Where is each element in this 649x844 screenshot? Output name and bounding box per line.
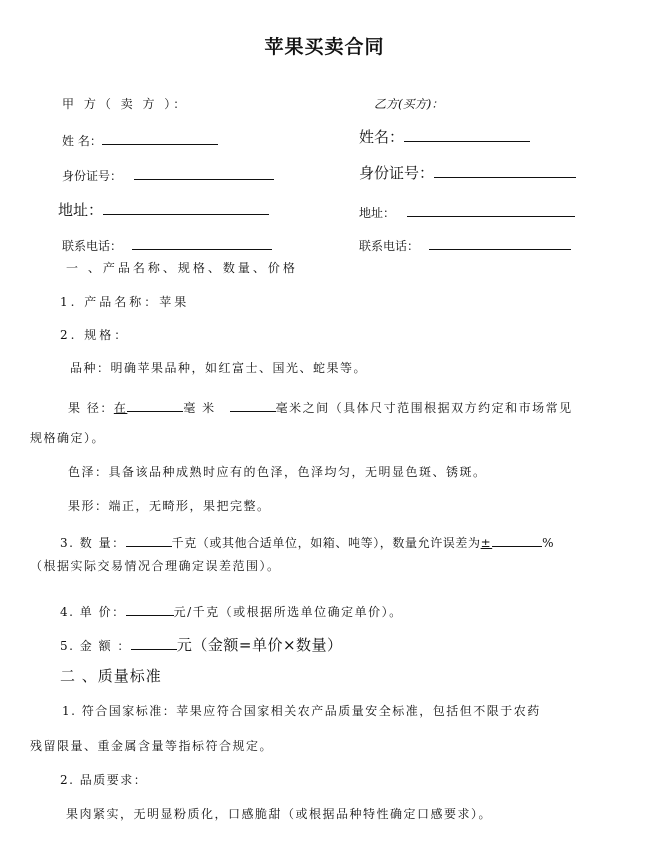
party-b-name-blank[interactable] [404,128,530,142]
diameter-suffix: 毫米之间（具体尺寸范围根据双方约定和市场常见 [275,401,573,415]
quantity-cont: （根据实际交易情况合理确定误差范围）。 [30,559,281,573]
party-a-phone-label: 联系电话： [62,239,123,253]
party-a-name-blank[interactable] [102,131,218,145]
price-prefix: 4. 单 价： [60,605,126,619]
party-b-address-label: 地址： [359,206,396,220]
quantity-plusminus: ± [480,536,493,550]
flesh-line: 果肉紧实，无明显粉质化，口感脆甜（或根据品种特性确定口感要求）。 [66,807,493,821]
section1-item1: 1. 产品名称：苹果 [60,295,190,309]
section2-item1-cont: 残留限量、重金属含量等指标符合规定。 [30,739,274,753]
party-b-phone-blank[interactable] [429,236,571,250]
variety-line: 品种：明确苹果品种，如红富士、国光、蛇果等。 [70,361,368,375]
party-a-id-label: 身份证号： [62,169,123,183]
shape-line: 果形：端正，无畸形，果把完整。 [68,499,271,513]
diameter-zai: 在 [113,401,128,415]
party-a-name-label: 姓 名： [62,134,102,148]
party-b-address-row [359,203,575,219]
section2-item1: 1. 符合国家标准：苹果应符合国家相关农产品质量安全标准，包括但不限于农药 [62,704,541,718]
amount-blank[interactable] [131,636,177,650]
party-b-id-blank[interactable] [434,164,576,178]
party-b-heading: 乙方(买方)： [374,97,444,111]
party-a-address-row [58,201,269,218]
quantity-prefix: 3. 数 量： [60,536,126,550]
color-line: 色泽：具备该品种成熟时应有的色泽，色泽均匀，无明显色斑、锈斑。 [68,465,487,479]
party-b-phone-label: 联系电话： [359,239,420,253]
tolerance-blank[interactable] [492,533,542,547]
amount-line [60,636,343,653]
party-a-address-blank[interactable] [103,201,269,215]
party-a-phone-blank[interactable] [132,236,272,250]
diameter-max-blank[interactable] [230,398,276,412]
party-a-id-row [62,166,274,182]
party-b-id-row [359,164,576,181]
section1-heading: 一 、产品名称、规格、数量、价格 [66,261,298,275]
party-b-address-blank[interactable] [407,203,575,217]
party-b-name-label: 姓名： [359,128,405,146]
party-a-id-blank[interactable] [134,166,274,180]
party-b-phone-row [359,236,571,252]
quantity-mid: 千克（或其他合适单位，如箱、吨等），数量允许误差为 [171,536,481,550]
price-blank[interactable] [126,602,174,616]
party-a-heading: 甲 方（ 卖 方 ）： [62,97,189,111]
amount-prefix: 5. 金 额 ： [60,639,131,653]
diameter-prefix: 果 径： [68,401,114,415]
party-b-name-row [359,128,530,145]
diameter-cont: 规格确定）。 [30,431,106,445]
diameter-line [68,398,573,414]
quantity-line [60,533,555,549]
section2-heading: 二 、质量标准 [60,667,162,685]
quantity-percent: % [542,536,556,550]
section2-item2: 2. 品质要求： [60,773,148,787]
party-a-name-row [62,131,218,147]
party-a-phone-row [62,236,272,252]
page-title: 苹果买卖合同 [264,36,385,58]
diameter-min-blank[interactable] [127,398,183,412]
amount-suffix: 元（金额=单价×数量） [176,636,343,654]
section1-item2: 2. 规格： [60,328,130,342]
price-suffix: 元/千克（或根据所选单位确定单价）。 [173,605,403,619]
quantity-blank[interactable] [126,533,172,547]
party-a-address-label: 地址： [58,201,104,219]
price-line [60,602,403,618]
diameter-unit: 毫 米 [183,401,216,415]
party-b-id-label: 身份证号： [359,164,435,182]
